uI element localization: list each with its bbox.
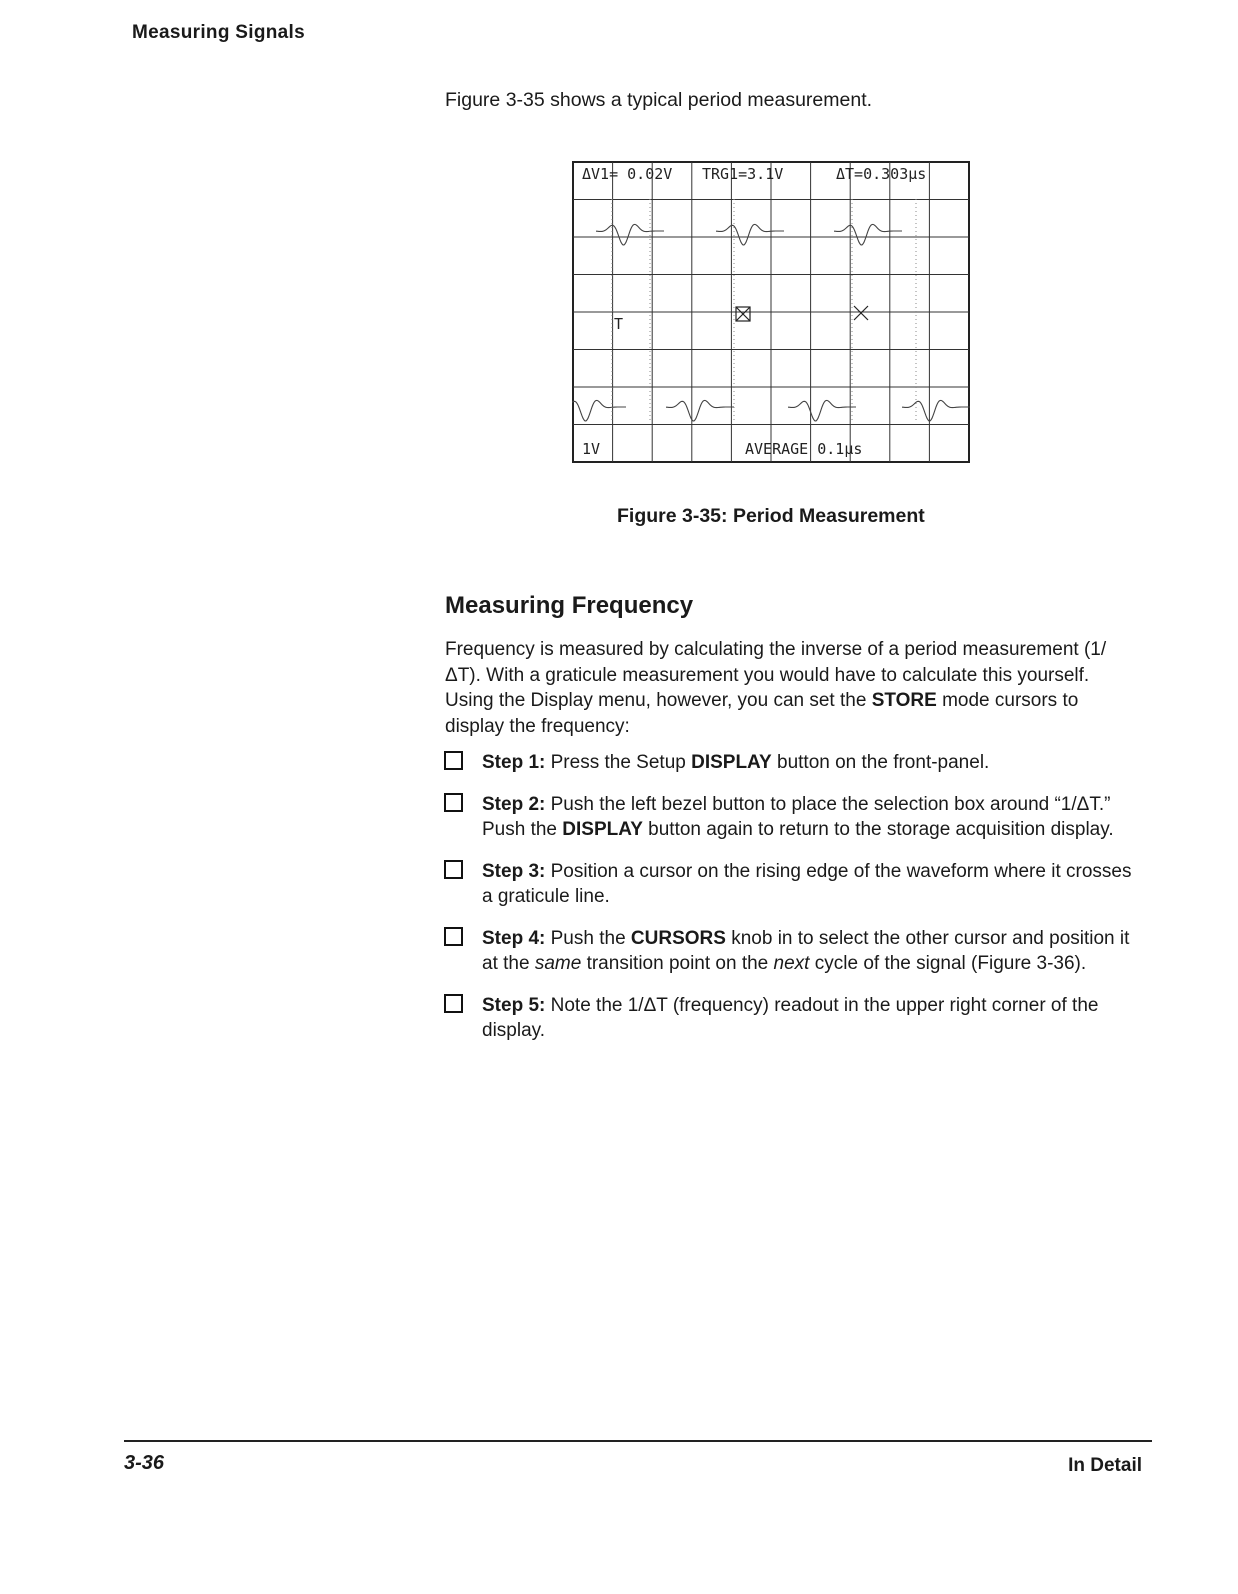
step-checkbox[interactable] bbox=[444, 793, 463, 812]
acquisition-mode-readout: AVERAGE 0.1µs bbox=[745, 440, 863, 458]
step-label: Step 5: bbox=[482, 994, 546, 1016]
step-label: Step 4: bbox=[482, 927, 546, 949]
section-heading: Measuring Frequency bbox=[445, 592, 694, 619]
volts-per-div-readout: 1V bbox=[582, 440, 601, 458]
step-text: knob in to select the other cursor and position it at the bbox=[482, 927, 1130, 974]
step-text: Push the left bezel button to place the selection box around “1/ΔT.” Push the bbox=[482, 793, 1111, 840]
footer-rule bbox=[124, 1440, 1152, 1442]
step-text: Position a cursor on the rising edge of the waveform where it crosses a graticule line. bbox=[482, 860, 1132, 907]
paragraph-text: Frequency is measured by calculating the inverse of a period measurement (1/ΔT). With a graticule measurement you would have to calculate this yourself. Using the Display menu, however, you can set the bbox=[445, 639, 1107, 711]
display-keyword: DISPLAY bbox=[691, 752, 772, 773]
step-text: Press the Setup bbox=[545, 752, 692, 773]
trigger-level-readout: TRG1=3.1V bbox=[702, 165, 784, 183]
step-text: button again to return to the storage acquisition display. bbox=[642, 819, 1114, 840]
step-checkbox[interactable] bbox=[444, 860, 463, 879]
figure-caption: Figure 3-35: Period Measurement bbox=[617, 505, 925, 527]
step-checkbox[interactable] bbox=[444, 927, 463, 946]
step-item bbox=[444, 993, 1144, 1044]
step-text: Note the 1/ΔT (frequency) readout in the upper right corner of the display. bbox=[482, 994, 1099, 1041]
step-checkbox[interactable] bbox=[444, 994, 463, 1013]
oscilloscope-screen bbox=[572, 161, 972, 469]
emphasis-next: next bbox=[773, 953, 810, 974]
paragraph-text-end: mode cursors to display the frequency: bbox=[445, 690, 1079, 737]
footer-title: In Detail bbox=[1068, 1455, 1142, 1476]
display-keyword: DISPLAY bbox=[562, 819, 643, 840]
oscilloscope-figure bbox=[572, 161, 972, 469]
emphasis-same: same bbox=[534, 953, 582, 974]
step-item bbox=[444, 750, 1144, 776]
step-checkbox[interactable] bbox=[444, 751, 463, 770]
store-keyword: STORE bbox=[871, 690, 937, 711]
body-paragraph bbox=[445, 637, 1135, 739]
step-item bbox=[444, 859, 1144, 910]
step-label: Step 1: bbox=[482, 752, 546, 773]
cursors-keyword: CURSORS bbox=[630, 927, 726, 949]
running-header: Measuring Signals bbox=[132, 22, 305, 43]
step-text: cycle of the signal (Figure 3-36). bbox=[809, 953, 1087, 974]
intro-text: Figure 3-35 shows a typical period measurement. bbox=[445, 89, 873, 111]
step-text: button on the front-panel. bbox=[771, 752, 990, 773]
step-label: Step 2: bbox=[482, 793, 546, 815]
step-label: Step 3: bbox=[482, 860, 546, 882]
step-item bbox=[444, 792, 1144, 843]
step-text: transition point on the bbox=[581, 953, 774, 974]
step-list bbox=[444, 750, 1144, 1060]
step-text: Push the bbox=[545, 927, 631, 949]
delta-v-readout: ΔV1= 0.02V bbox=[582, 165, 673, 183]
delta-t-readout: ΔT=0.303µs bbox=[836, 165, 927, 183]
page-number: 3-36 bbox=[124, 1452, 165, 1474]
step-item bbox=[444, 926, 1144, 977]
trigger-marker: T bbox=[614, 315, 624, 333]
